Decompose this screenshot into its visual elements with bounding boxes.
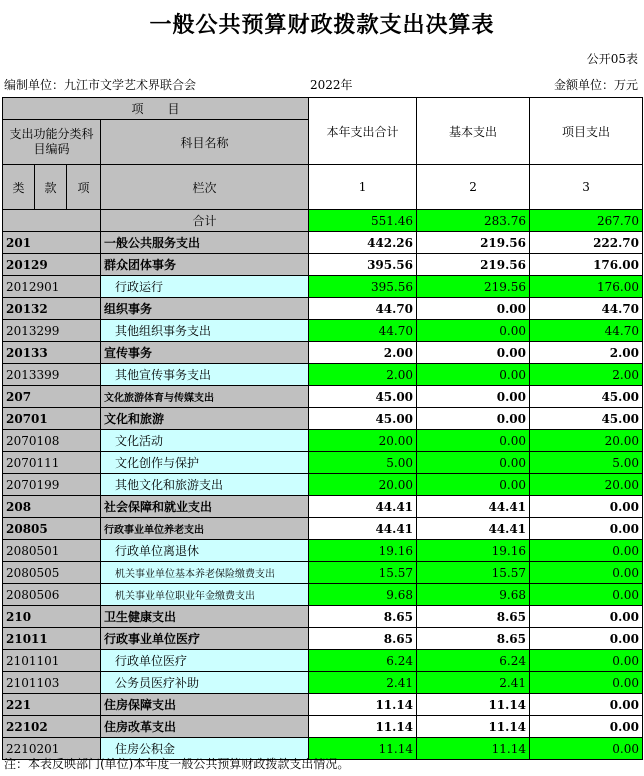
- row-basic: 9.68: [417, 584, 530, 606]
- row-total: 395.56: [309, 254, 417, 276]
- row-code: 20133: [3, 342, 101, 364]
- row-basic: 0.00: [417, 452, 530, 474]
- row-basic: 19.16: [417, 540, 530, 562]
- row-subject-name: 文化和旅游: [101, 408, 309, 430]
- row-basic: 15.57: [417, 562, 530, 584]
- row-code: 2080506: [3, 584, 101, 606]
- row-total: 44.70: [309, 320, 417, 342]
- row-project: 0.00: [530, 672, 643, 694]
- table-row: [3, 606, 643, 628]
- row-code: 201: [3, 232, 101, 254]
- row-subject-name: 文化创作与保护: [101, 452, 309, 474]
- table-row: [3, 364, 643, 386]
- row-code: 2070111: [3, 452, 101, 474]
- row-basic: 2.41: [417, 672, 530, 694]
- row-basic: 8.65: [417, 628, 530, 650]
- row-code: 2070108: [3, 430, 101, 452]
- table-row: [3, 452, 643, 474]
- row-subject-name: 行政运行: [101, 276, 309, 298]
- row-basic: 8.65: [417, 606, 530, 628]
- row-total: 8.65: [309, 606, 417, 628]
- row-basic: 219.56: [417, 232, 530, 254]
- row-basic: 219.56: [417, 254, 530, 276]
- header-kuan: 款: [35, 165, 67, 210]
- header-total: 本年支出合计: [309, 98, 417, 165]
- row-basic: 0.00: [417, 474, 530, 496]
- row-total: 15.57: [309, 562, 417, 584]
- row-project: 20.00: [530, 430, 643, 452]
- table-row: [3, 540, 643, 562]
- expenditure-table: [2, 97, 643, 760]
- row-total: 11.14: [309, 738, 417, 760]
- row-project: 0.00: [530, 606, 643, 628]
- report-year: 2022年: [310, 78, 353, 92]
- row-total: 2.41: [309, 672, 417, 694]
- row-subject-name: 行政事业单位养老支出: [101, 518, 309, 540]
- row-total: 442.26: [309, 232, 417, 254]
- table-row: [3, 650, 643, 672]
- table-row: [3, 320, 643, 342]
- table-row: [3, 672, 643, 694]
- row-project: 0.00: [530, 540, 643, 562]
- row-subject-name: 群众团体事务: [101, 254, 309, 276]
- row-subject-name: 文化旅游体育与传媒支出: [101, 386, 309, 408]
- table-row: [3, 342, 643, 364]
- row-project: 0.00: [530, 738, 643, 760]
- row-basic: 0.00: [417, 342, 530, 364]
- total-sum: 551.46: [309, 210, 417, 232]
- header-lanci: 栏次: [101, 165, 309, 210]
- row-code: 2013299: [3, 320, 101, 342]
- row-total: 6.24: [309, 650, 417, 672]
- row-basic: 11.14: [417, 738, 530, 760]
- row-code: 2101101: [3, 650, 101, 672]
- row-total: 11.14: [309, 716, 417, 738]
- row-project: 44.70: [530, 298, 643, 320]
- form-number: 公开05表: [586, 52, 638, 66]
- table-row: [3, 298, 643, 320]
- table-row: [3, 254, 643, 276]
- row-basic: 0.00: [417, 408, 530, 430]
- table-row: [3, 562, 643, 584]
- compiling-unit: 编制单位：九江市文学艺术界联合会: [4, 78, 197, 92]
- row-total: 45.00: [309, 408, 417, 430]
- col-num-3: 3: [530, 165, 643, 210]
- row-subject-name: 行政单位医疗: [101, 650, 309, 672]
- table-row: [3, 628, 643, 650]
- row-subject-name: 组织事务: [101, 298, 309, 320]
- row-project: 0.00: [530, 650, 643, 672]
- row-subject-name: 机关事业单位基本养老保险缴费支出: [101, 562, 309, 584]
- row-total: 19.16: [309, 540, 417, 562]
- row-subject-name: 机关事业单位职业年金缴费支出: [101, 584, 309, 606]
- row-code: 2013399: [3, 364, 101, 386]
- row-total: 9.68: [309, 584, 417, 606]
- row-basic: 0.00: [417, 364, 530, 386]
- table-row: [3, 232, 643, 254]
- row-total: 395.56: [309, 276, 417, 298]
- row-code: 2210201: [3, 738, 101, 760]
- table-row: [3, 584, 643, 606]
- row-code: 2101103: [3, 672, 101, 694]
- row-total: 2.00: [309, 342, 417, 364]
- table-row: [3, 430, 643, 452]
- col-num-1: 1: [309, 165, 417, 210]
- row-project: 0.00: [530, 518, 643, 540]
- row-code: 221: [3, 694, 101, 716]
- row-subject-name: 住房改革支出: [101, 716, 309, 738]
- header-xiang: 项: [67, 165, 101, 210]
- total-project: 267.70: [530, 210, 643, 232]
- row-subject-name: 住房保障支出: [101, 694, 309, 716]
- table-row: [3, 276, 643, 298]
- row-subject-name: 宣传事务: [101, 342, 309, 364]
- row-code: 2080501: [3, 540, 101, 562]
- row-code: 20132: [3, 298, 101, 320]
- row-total: 44.41: [309, 518, 417, 540]
- row-total: 11.14: [309, 694, 417, 716]
- row-subject-name: 住房公积金: [101, 738, 309, 760]
- row-project: 0.00: [530, 694, 643, 716]
- row-subject-name: 公务员医疗补助: [101, 672, 309, 694]
- row-total: 2.00: [309, 364, 417, 386]
- row-project: 0.00: [530, 496, 643, 518]
- row-total: 20.00: [309, 474, 417, 496]
- row-project: 176.00: [530, 276, 643, 298]
- row-basic: 0.00: [417, 298, 530, 320]
- row-project: 45.00: [530, 386, 643, 408]
- row-basic: 0.00: [417, 320, 530, 342]
- row-project: 0.00: [530, 562, 643, 584]
- row-subject-name: 社会保障和就业支出: [101, 496, 309, 518]
- row-basic: 11.14: [417, 694, 530, 716]
- row-total: 45.00: [309, 386, 417, 408]
- row-code: 2080505: [3, 562, 101, 584]
- row-basic: 44.41: [417, 496, 530, 518]
- table-row: [3, 716, 643, 738]
- row-project: 2.00: [530, 342, 643, 364]
- header-func-code: 支出功能分类科目编码: [3, 120, 101, 165]
- row-code: 21011: [3, 628, 101, 650]
- row-subject-name: 文化活动: [101, 430, 309, 452]
- table-row: [3, 474, 643, 496]
- page-title: 一般公共预算财政拨款支出决算表: [149, 13, 495, 38]
- row-subject-name: 行政事业单位医疗: [101, 628, 309, 650]
- header-subject-name: 科目名称: [101, 120, 309, 165]
- row-project: 0.00: [530, 628, 643, 650]
- row-subject-name: 行政单位离退休: [101, 540, 309, 562]
- row-subject-name: 卫生健康支出: [101, 606, 309, 628]
- row-project: 176.00: [530, 254, 643, 276]
- row-total: 20.00: [309, 430, 417, 452]
- row-basic: 44.41: [417, 518, 530, 540]
- row-subject-name: 一般公共服务支出: [101, 232, 309, 254]
- row-code: 210: [3, 606, 101, 628]
- row-project: 0.00: [530, 716, 643, 738]
- col-num-2: 2: [417, 165, 530, 210]
- total-basic: 283.76: [417, 210, 530, 232]
- table-row: [3, 408, 643, 430]
- table-row: [3, 518, 643, 540]
- row-code: 20701: [3, 408, 101, 430]
- total-label: 合计: [101, 210, 309, 232]
- header-items: 项 目: [3, 98, 309, 120]
- row-basic: 6.24: [417, 650, 530, 672]
- row-basic: 11.14: [417, 716, 530, 738]
- row-code: 22102: [3, 716, 101, 738]
- row-project: 0.00: [530, 584, 643, 606]
- row-project: 222.70: [530, 232, 643, 254]
- row-total: 8.65: [309, 628, 417, 650]
- table-body: [3, 232, 643, 760]
- row-total: 44.70: [309, 298, 417, 320]
- row-total: 5.00: [309, 452, 417, 474]
- table-row: [3, 386, 643, 408]
- table-row: [3, 694, 643, 716]
- row-project: 2.00: [530, 364, 643, 386]
- header-project: 项目支出: [530, 98, 643, 165]
- row-basic: 0.00: [417, 386, 530, 408]
- header-basic: 基本支出: [417, 98, 530, 165]
- amount-unit: 金额单位：万元: [553, 78, 638, 92]
- row-code: 20129: [3, 254, 101, 276]
- row-total: 44.41: [309, 496, 417, 518]
- row-project: 44.70: [530, 320, 643, 342]
- row-project: 45.00: [530, 408, 643, 430]
- table-row: [3, 496, 643, 518]
- row-code: 2012901: [3, 276, 101, 298]
- row-project: 20.00: [530, 474, 643, 496]
- header-lei: 类: [3, 165, 35, 210]
- row-code: 208: [3, 496, 101, 518]
- row-code: 2070199: [3, 474, 101, 496]
- row-basic: 219.56: [417, 276, 530, 298]
- row-subject-name: 其他文化和旅游支出: [101, 474, 309, 496]
- row-code: 20805: [3, 518, 101, 540]
- footnote: 注：本表反映部门(单位)本年度一般公共预算财政拨款支出情况。: [4, 757, 350, 771]
- row-code: 207: [3, 386, 101, 408]
- row-basic: 0.00: [417, 430, 530, 452]
- row-subject-name: 其他组织事务支出: [101, 320, 309, 342]
- row-subject-name: 其他宣传事务支出: [101, 364, 309, 386]
- row-project: 5.00: [530, 452, 643, 474]
